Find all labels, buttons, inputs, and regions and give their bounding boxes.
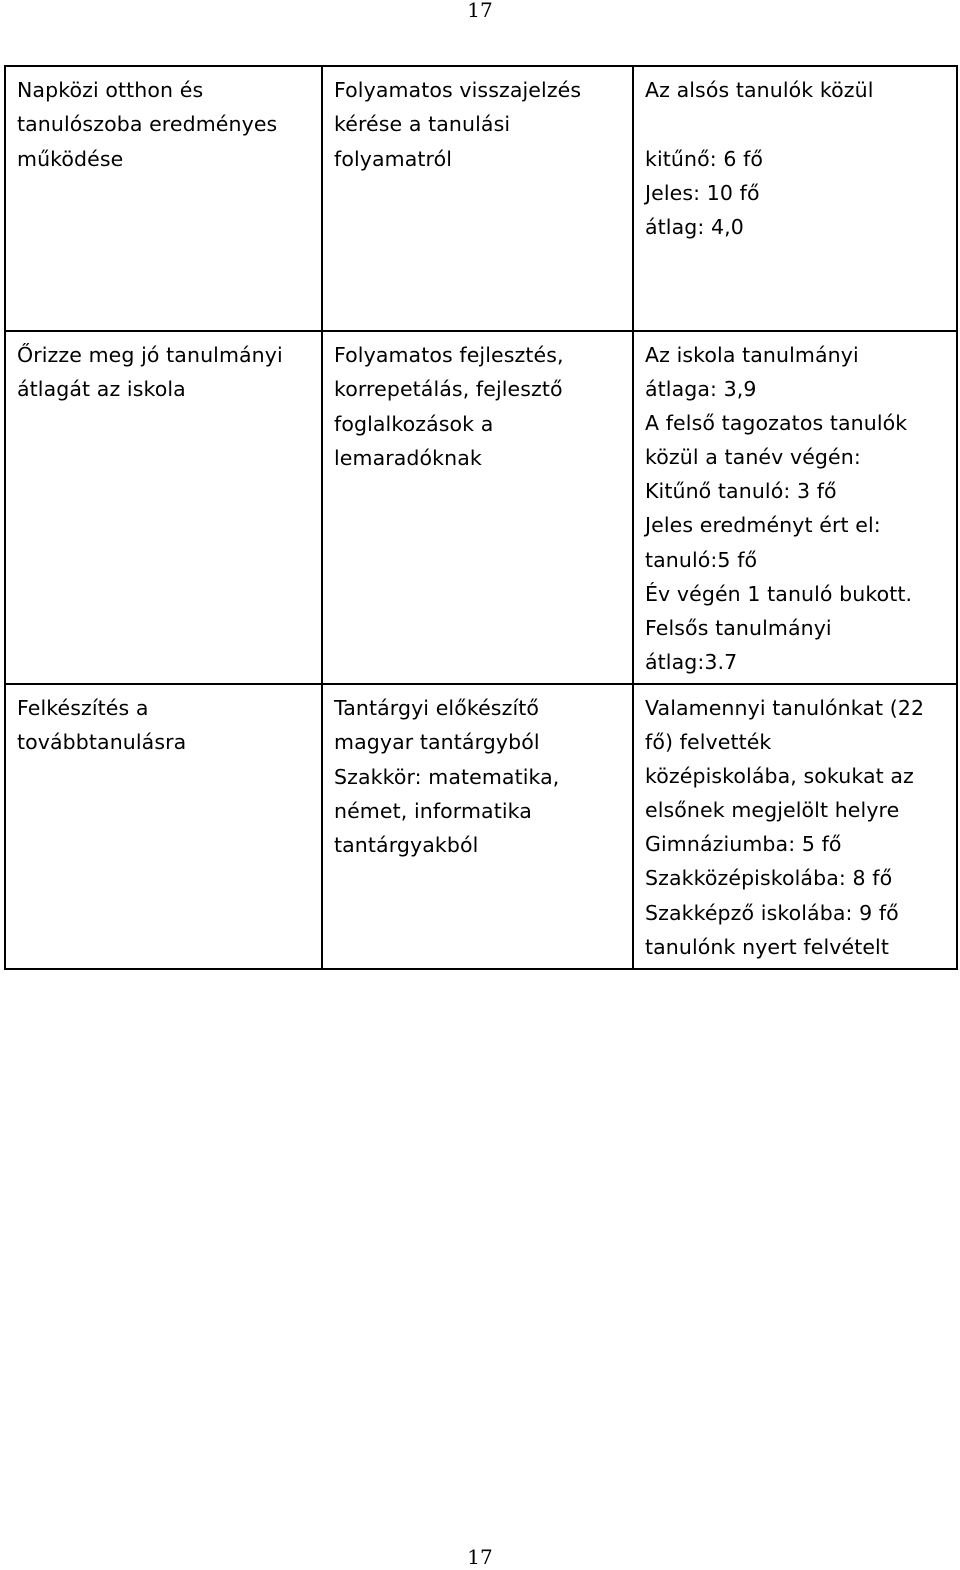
result-text: Kitűnő tanuló: 3 fő [645,479,837,504]
result-text: fő) felvették [645,730,772,755]
table-row [5,66,957,331]
result-text: közül a tanév végén: [645,445,861,470]
result-text: átlag:3.7 [645,649,738,674]
goal-cell [5,684,322,969]
table-row [5,331,957,684]
activity-text: német, informatika [334,798,532,823]
goal-text: működése [17,146,124,171]
result-text: kitűnő: 6 fő [645,146,764,171]
result-text: Szakközépiskolába: 8 fő [645,866,893,891]
goal-text: Felkészítés a [17,695,149,720]
activity-cell [322,66,633,331]
result-text: középiskolába, sokukat az [645,764,914,789]
result-text: Jeles: 10 fő [645,180,760,205]
activity-cell [322,684,633,969]
activity-text: Szakkör: matematika, [334,764,560,789]
result-text: tanulónk nyert felvételt [645,934,889,959]
page-number-bottom: 17 [467,1545,493,1569]
goal-text: továbbtanulásra [17,730,187,755]
activity-text: magyar tantárgyból [334,730,540,755]
result-text: Valamennyi tanulónkat (22 [645,695,925,720]
result-text: Szakképző iskolába: 9 fő [645,900,899,925]
result-cell [633,331,957,684]
activity-text: Folyamatos visszajelzés [334,78,582,102]
result-text: Gimnáziumba: 5 fő [645,832,842,857]
result-text: Jeles eredményt ért el: [645,513,881,538]
activity-text: Tantárgyi előkészítő [334,695,540,720]
activity-text: lemaradóknak [334,445,482,470]
activity-cell [322,331,633,684]
activity-text: kérése a tanulási [334,112,511,137]
goal-cell [5,331,322,684]
result-text: átlaga: 3,9 [645,377,757,402]
result-text: Év végén 1 tanuló bukott. [645,581,913,606]
activity-text: korrepetálás, fejlesztő [334,377,563,402]
result-cell [633,66,957,331]
results-table [4,65,958,970]
result-heading: Az alsós tanulók közül [645,78,874,102]
activity-text: foglalkozások a [334,411,494,436]
goal-text: Napközi otthon és [17,78,204,102]
result-text: Felsős tanulmányi [645,615,832,640]
result-text: Az iskola tanulmányi [645,343,859,367]
page-number-top: 17 [467,0,493,22]
activity-text: Folyamatos fejlesztés, [334,343,564,367]
activity-text: tantárgyakból [334,833,479,858]
goal-text: Őrizze meg jó tanulmányi [17,343,283,367]
result-text: elsőnek megjelölt helyre [645,798,900,823]
blank-line [645,107,946,141]
goal-text: tanulószoba eredményes [17,112,278,137]
goal-cell [5,66,322,331]
goal-text: átlagát az iskola [17,377,186,402]
table-row [5,684,957,969]
result-cell [633,684,957,969]
result-text: átlag: 4,0 [645,215,744,240]
result-text: A felső tagozatos tanulók [645,411,908,436]
activity-text: folyamatról [334,146,453,171]
result-text: tanuló:5 fő [645,547,758,572]
